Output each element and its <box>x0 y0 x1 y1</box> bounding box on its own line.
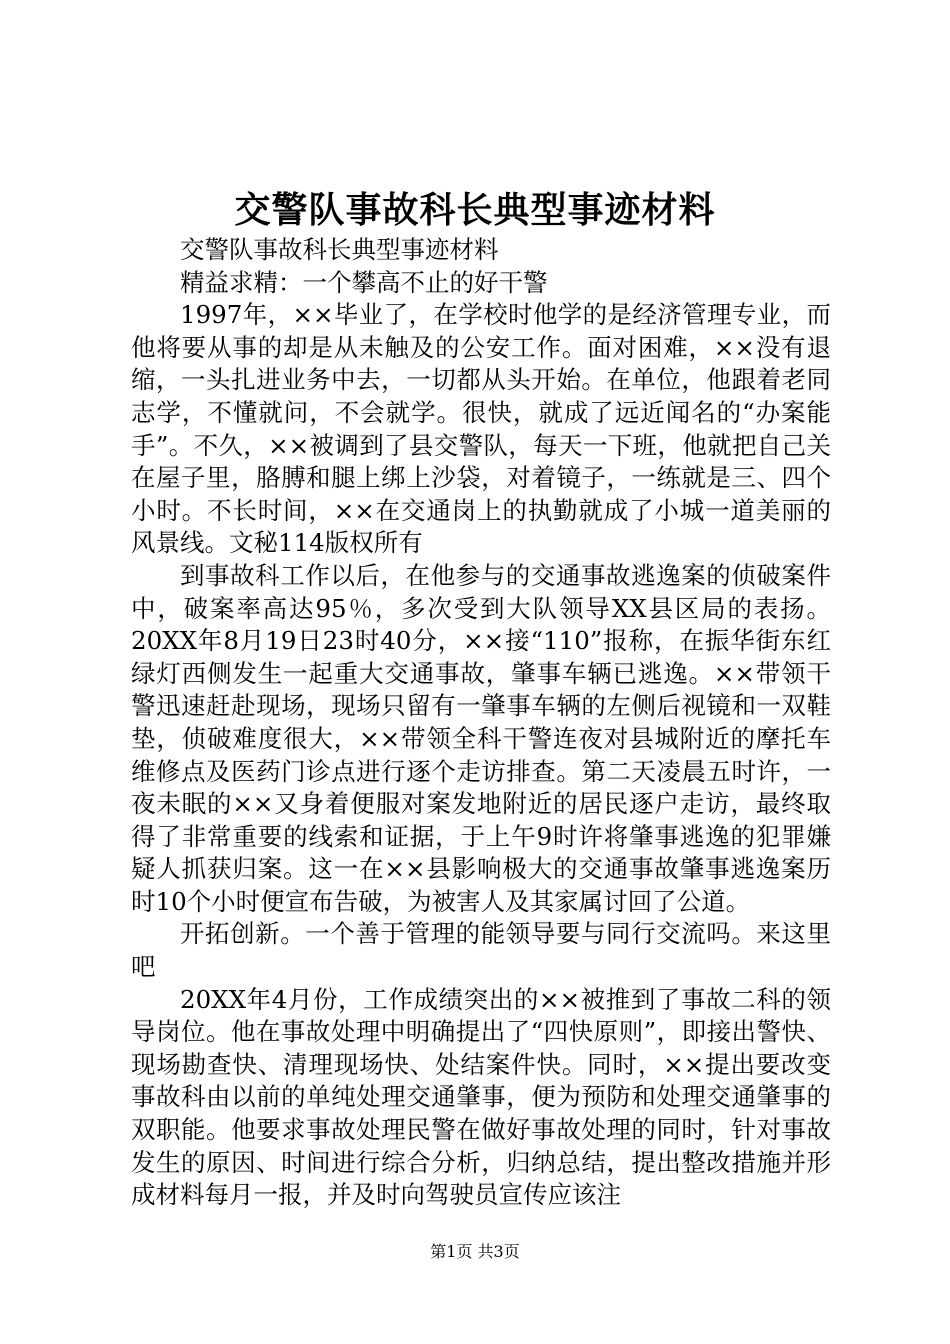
page-number-footer: 第1页 共3页 <box>430 1242 520 1261</box>
document-body <box>131 234 831 1212</box>
paragraph-section-title: 精益求精：一个攀高不止的好干警 <box>180 267 548 297</box>
paragraph-section-innovation: 开拓创新。一个善于管理的能领导要与同行交流吗。来这里吧 <box>131 919 831 982</box>
document-title: 交警队事故科长典型事迹材料 <box>234 189 716 231</box>
paragraph-20xx-april: 20XX年4月份，工作成绩突出的××被推到了事故二科的领导岗位。他在事故处理中明确提出了“四快原则”，即接出警快、现场勘查快、清理现场快、处结案件快。同时，××提出要改变事故科由以前的单纯处理交通肇事，便为预防和处理交通肇事的双职能。他要求事故处理民警在做好事故处理的同时，针对事故发生的原因、时间进行综合分析，归纳总结，提出整改措施并形成材料每月一报，并及时向驾驶员宣传应该注 <box>131 984 831 1210</box>
paragraph-1997: 1997年，××毕业了，在学校时他学的是经济管理专业，而他将要从事的却是从未触及的公安工作。面对困难，××没有退缩，一头扎进业务中去，一切都从头开始。在单位，他跟着老同志学，不懂就问，不会就学。很快，就成了远近闻名的“办案能手”。不久，××被调到了县交警队，每天一下班，他就把自己关在屋子里，胳膊和腿上绑上沙袋，对着镜子，一练就是三、四个小时。不长时间，××在交通岗上的执勤就成了小城一道美丽的风景线。文秘114版权所有 <box>131 300 831 558</box>
paragraph-heading-repeat: 交警队事故科长典型事迹材料 <box>180 235 499 264</box>
paragraph-accident-case: 到事故科工作以后，在他参与的交通事故逃逸案的侦破案件中，破案率高达95％，多次受到大队领导XX县区局的表扬。20XX年8月19日23时40分，××接“110”报称，在振华街东红绿灯西侧发生一起重大交通事故，肇事车辆已逃逸。××带领干警迅速赶赴现场，现场只留有一肇事车辆的左侧后视镜和一双鞋垫，侦破难度很大，××带领全科干警连夜对县城附近的摩托车维修点及医药门诊点进行逐个走访排查。第二天凌晨五时许，一夜未眠的××又身着便服对案发地附近的居民逐户走访，最终取得了非常重要的线索和证据，于上午9时许将肇事逃逸的犯罪嫌疑人抓获归案。这一在××县影响极大的交通事故肇事逃逸案历时10个小时便宣布告破，为被害人及其家属讨回了公道。 <box>131 560 831 916</box>
